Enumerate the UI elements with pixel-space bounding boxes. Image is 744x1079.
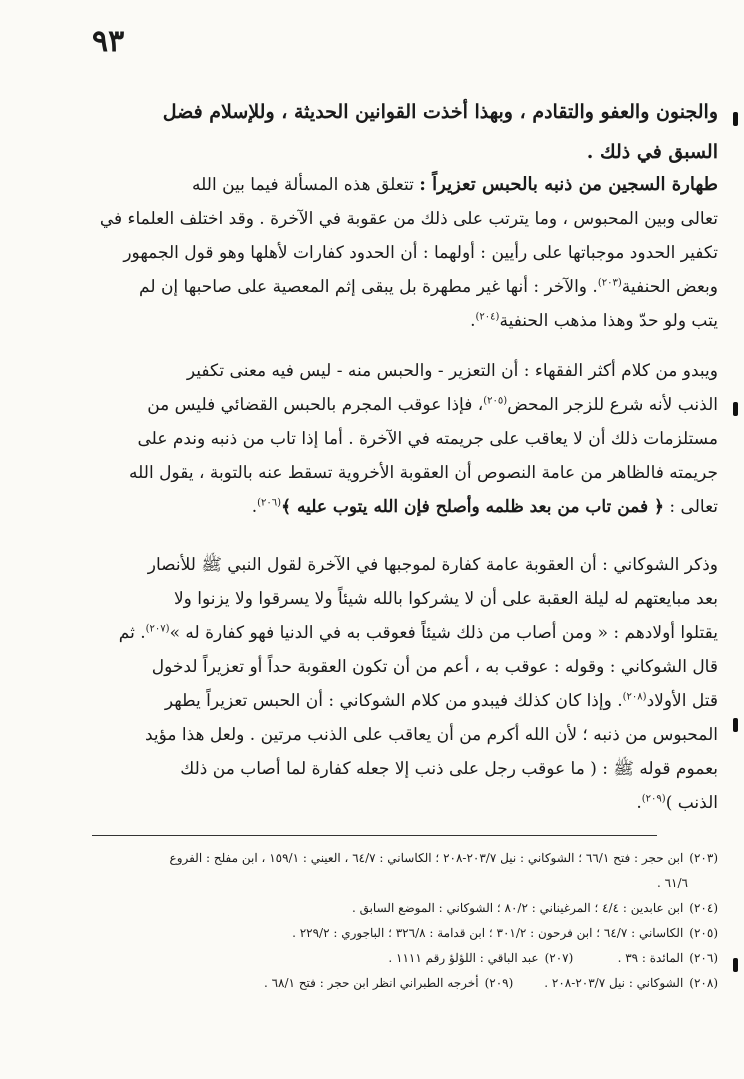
- footnote-text: المائدة : ٣٩ .: [617, 951, 684, 965]
- footnote-number: (٢٠٧): [544, 951, 574, 965]
- footnote-text: ابن حجر : فتح ٦٦/١ ؛ الشوكاني : نيل ٢٠٣/٧-٢٠٨ ؛ الكاساني : ٦٤/٧ ، العيني : ١٥٩/١ ، ابن مفلح : الفروع: [169, 851, 684, 865]
- section-line-4b: . والآخر : أنها غير مطهرة بل يبقى إثم المعصية على صاحبها إن لم: [139, 277, 598, 297]
- para2-line-5: [92, 490, 718, 524]
- para3-line-5: [92, 684, 718, 718]
- para3-line-3: [92, 616, 718, 650]
- section-line-5b: .: [470, 311, 476, 331]
- para3-line-3a: يقتلوا أولادهم : « ومن أصاب من ذلك شيئاً فعوقب به في الدنيا فهو كفارة له »: [169, 623, 718, 643]
- footnote-204: [92, 896, 718, 921]
- footnote-203-cont: [92, 871, 718, 896]
- para3-line-8: [92, 786, 718, 820]
- section-paragraph: [92, 168, 718, 338]
- intro-line-2: السبق في ذلك .: [586, 141, 718, 163]
- footnote-number: (٢٠٦): [689, 951, 718, 965]
- section-heading: طهارة السجين من ذنبه بالحبس تعزيراً :: [419, 174, 718, 195]
- footnote-ref-208: (٢٠٨): [622, 691, 647, 703]
- footnote-ref-207: (٢٠٧): [145, 623, 170, 635]
- para2-line-1: ويبدو من كلام أكثر الفقهاء : أن التعزير - والحبس منه - ليس فيه معنى تكفير: [186, 361, 718, 381]
- page-number: ٩٣: [92, 24, 125, 59]
- footnote-ref-204: (٢٠٤): [475, 311, 500, 323]
- footnote-divider: [92, 835, 657, 836]
- scan-margin-mark: [733, 718, 738, 732]
- para2-line-5b: .: [251, 497, 258, 517]
- paragraph-2: [92, 354, 718, 524]
- footnote-ref-205: (٢٠٥): [483, 395, 508, 407]
- para3-line-5b: . وإذا كان كذلك فيبدو من كلام الشوكاني : أن الحبس تعزيراً يطهر: [164, 691, 623, 711]
- para2-line-3: مستلزمات ذلك أن لا يعاقب على جريمته في الآخرة . أما إذا تاب من ذنبه وندم على: [137, 429, 718, 449]
- section-line-1-rest: تتعلق هذه المسألة فيما بين الله: [192, 175, 414, 195]
- footnote-text: الكاساني : ٦٤/٧ ؛ ابن فرحون : ٣٠١/٢ ؛ ابن قدامة : ٣٢٦/٨ ؛ الباجوري : ٢٢٩/٢ .: [292, 926, 684, 940]
- para2-line-2b: ، فإذا عوقب المجرم بالحبس القضائي فليس من: [147, 395, 484, 415]
- section-line-1: [92, 168, 718, 202]
- para2-line-2: [92, 388, 718, 422]
- para2-line-5a: تعالى :: [669, 497, 718, 517]
- footnote-206-207: [92, 946, 718, 971]
- footnote-number: (٢٠٩): [484, 976, 514, 990]
- para2-line-2a: الذنب لأنه شرع للزجر المحض: [507, 395, 718, 415]
- footnote-number: (٢٠٨): [689, 976, 718, 990]
- para3-line-8a: الذنب ): [665, 793, 718, 813]
- footnote-number: (٢٠٣): [689, 851, 718, 865]
- para3-line-5a: قتل الأولاد: [646, 691, 718, 711]
- footnote-ref-206: (٢٠٦): [257, 497, 282, 509]
- para3-line-3b: . ثم: [118, 623, 146, 643]
- footnotes: [92, 846, 718, 996]
- section-line-5: [92, 304, 718, 338]
- section-line-3: تكفير الحدود موجباتها على رأيين : أولهما : أن الحدود كفارات لأهلها وهو قول الجمهور: [123, 243, 718, 263]
- footnote-208-209: [92, 971, 718, 996]
- footnote-text: ٦١/٦ .: [656, 876, 688, 890]
- intro-paragraph: [92, 92, 718, 172]
- section-line-4: [92, 270, 718, 304]
- scan-margin-mark: [733, 958, 738, 972]
- footnote-text: ابن عابدين : ٤/٤ ؛ المرغيناني : ٨٠/٢ ؛ الشوكاني : الموضع السابق .: [351, 901, 684, 915]
- quran-verse: ﴿ فمن تاب من بعد ظلمه وأصلح فإن الله يتوب عليه ﴾: [281, 497, 664, 517]
- scan-margin-mark: [733, 112, 738, 126]
- para3-line-6: المحبوس من ذنبه ؛ لأن الله أكرم من أن يعاقب على الذنب مرتين . ولعل هذا مؤيد: [144, 725, 718, 745]
- section-line-5a: يتب ولو حدّ وهذا مذهب الحنفية: [499, 311, 718, 331]
- para2-line-4: جريمته فالظاهر من عامة النصوص أن العقوبة الأخروية تسقط عنه بالتوبة ، يقول الله: [129, 463, 718, 483]
- scan-margin-mark: [733, 402, 738, 416]
- para3-line-2: بعد مبايعتهم له ليلة العقبة على أن لا يشركوا بالله شيئاً ولا يسرقوا ولا يزنوا ولا: [173, 589, 718, 609]
- footnote-text: الشوكاني : نيل ٢٠٣/٧-٢٠٨ .: [544, 976, 684, 990]
- footnote-203: [92, 846, 718, 871]
- footnote-text: أخرجه الطبراني انظر ابن حجر : فتح ٦٨/١ .: [263, 976, 479, 990]
- para3-line-1: وذكر الشوكاني : أن العقوبة عامة كفارة لموجبها في الآخرة لقول النبي ﷺ للأنصار: [147, 555, 718, 575]
- para3-line-7: بعموم قوله ﷺ : ( ما عوقب رجل على ذنب إلا جعله كفارة لما أصاب من ذلك: [180, 759, 718, 779]
- para3-line-8b: .: [636, 793, 642, 813]
- section-line-4a: وبعض الحنفية: [621, 277, 718, 297]
- footnote-ref-209: (٢٠٩): [641, 793, 666, 805]
- footnote-number: (٢٠٤): [689, 901, 718, 915]
- footnote-205: [92, 921, 718, 946]
- footnote-ref-203: (٢٠٣): [597, 277, 622, 289]
- footnote-text: عبد الباقي : اللؤلؤ رقم ١١١١ .: [388, 951, 539, 965]
- footnote-number: (٢٠٥): [689, 926, 718, 940]
- para3-line-4: قال الشوكاني : وقوله : عوقب به ، أعم من أن تكون العقوبة حداً أو تعزيراً لدخول: [151, 657, 718, 677]
- section-line-2: تعالى وبين المحبوس ، وما يترتب على ذلك من عقوبة في الآخرة . وقد اختلف العلماء في: [99, 209, 718, 229]
- paragraph-3: [92, 548, 718, 820]
- intro-line-1: والجنون والعفو والتقادم ، وبهذا أخذت القوانين الحديثة ، وللإسلام فضل: [162, 101, 718, 123]
